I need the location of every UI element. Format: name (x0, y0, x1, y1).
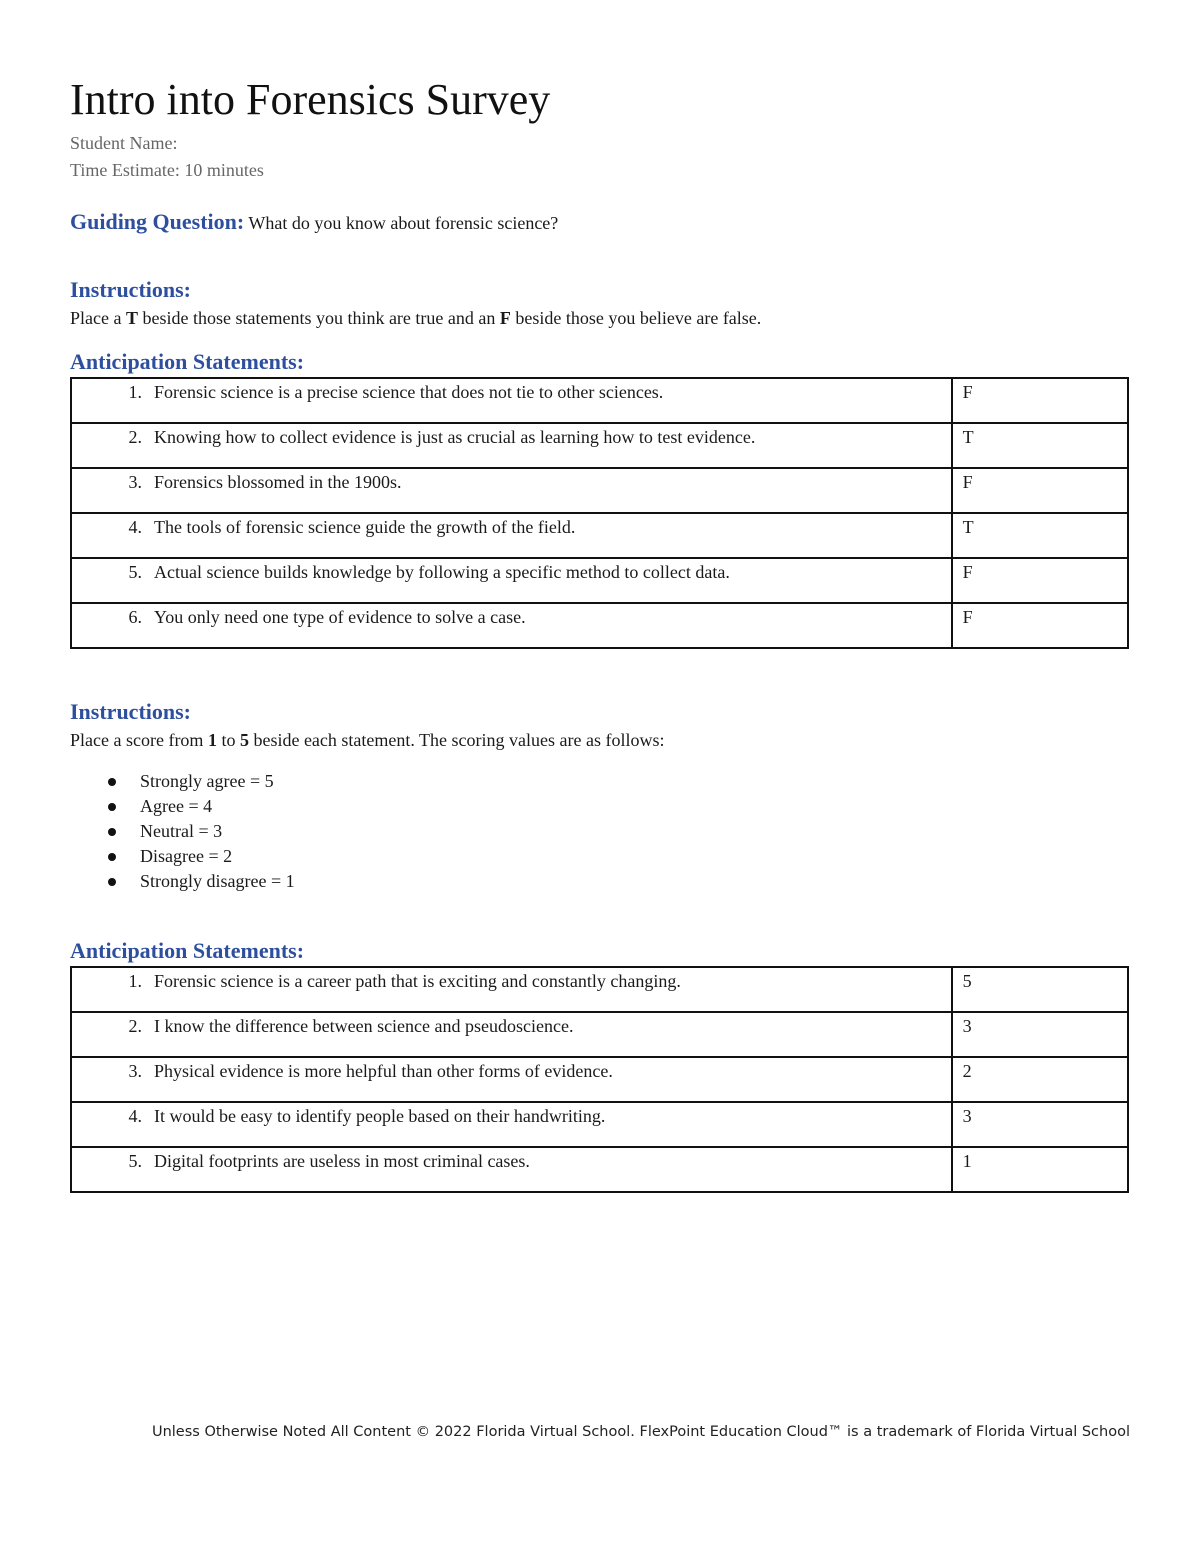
statement-text: It would be easy to identify people based on their handwriting. (154, 1106, 606, 1127)
statement-number: 4. (128, 1106, 142, 1127)
answer-cell[interactable]: F (952, 468, 1128, 513)
answer-cell[interactable]: F (952, 603, 1128, 648)
time-estimate: Time Estimate: 10 minutes (70, 160, 264, 181)
scale-item: Strongly disagree = 1 (70, 869, 1130, 894)
statement-text: Physical evidence is more helpful than other forms of evidence. (154, 1061, 613, 1082)
document-page (70, 70, 1130, 1193)
student-name-label: Student Name: (70, 133, 178, 154)
answer-cell[interactable]: 1 (952, 1147, 1128, 1192)
statement-cell (71, 513, 952, 558)
statement-text: Digital footprints are useless in most criminal cases. (154, 1151, 530, 1172)
answer-cell[interactable]: 2 (952, 1057, 1128, 1102)
answer-cell[interactable]: 3 (952, 1012, 1128, 1057)
statement-number: 3. (128, 1061, 142, 1082)
statement-cell (71, 603, 952, 648)
instructions-heading-1: Instructions: (70, 277, 192, 303)
instructions-heading-2: Instructions: (70, 699, 192, 725)
bullet-icon (108, 828, 116, 836)
instructions-text-1: Place a T beside those statements you think are true and an F beside those you believe are false. (70, 308, 762, 329)
statement-text: Knowing how to collect evidence is just as crucial as learning how to test evidence. (154, 427, 756, 448)
true-false-table (70, 377, 1129, 649)
statement-cell (71, 1147, 952, 1192)
scoring-table (70, 966, 1129, 1193)
table-row (71, 513, 1128, 558)
bullet-icon (108, 853, 116, 861)
scale-item: Strongly agree = 5 (70, 769, 1130, 794)
statement-text: I know the difference between science and pseudoscience. (154, 1016, 574, 1037)
statement-cell (71, 378, 952, 423)
statement-number: 2. (128, 427, 142, 448)
answer-cell[interactable]: T (952, 513, 1128, 558)
bullet-icon (108, 778, 116, 786)
statement-number: 3. (128, 472, 142, 493)
scale-item: Agree = 4 (70, 794, 1130, 819)
answer-cell[interactable]: T (952, 423, 1128, 468)
copyright-footer: Unless Otherwise Noted All Content © 2022 Florida Virtual School. FlexPoint Education Cloud™ is a trademark of Florida Virtual School (151, 1424, 1130, 1440)
guiding-question-label: Guiding Question: (70, 209, 245, 235)
statement-cell (71, 468, 952, 513)
statement-number: 4. (128, 517, 142, 538)
table-row (71, 1147, 1128, 1192)
statement-cell (71, 1102, 952, 1147)
bullet-icon (108, 878, 116, 886)
bullet-icon (108, 803, 116, 811)
answer-cell[interactable]: F (952, 558, 1128, 603)
statement-text: You only need one type of evidence to solve a case. (154, 607, 526, 628)
statement-cell (71, 558, 952, 603)
statement-cell (71, 423, 952, 468)
statement-text: Forensic science is a precise science that does not tie to other sciences. (154, 382, 664, 403)
guiding-question (70, 209, 1130, 235)
statement-text: Forensic science is a career path that is exciting and constantly changing. (154, 971, 681, 992)
table-row (71, 603, 1128, 648)
statement-number: 5. (128, 1151, 142, 1172)
table-row (71, 1012, 1128, 1057)
table-row (71, 967, 1128, 1012)
statement-number: 2. (128, 1016, 142, 1037)
statement-cell (71, 1057, 952, 1102)
table-row (71, 423, 1128, 468)
table-row (71, 1102, 1128, 1147)
statement-number: 5. (128, 562, 142, 583)
statement-cell (71, 967, 952, 1012)
statement-number: 6. (128, 607, 142, 628)
page-title: Intro into Forensics Survey (70, 75, 551, 124)
answer-cell[interactable]: 3 (952, 1102, 1128, 1147)
statement-text: Forensics blossomed in the 1900s. (154, 472, 402, 493)
table-row (71, 468, 1128, 513)
statement-number: 1. (128, 971, 142, 992)
scoring-scale-list (70, 769, 1130, 894)
scale-item: Disagree = 2 (70, 844, 1130, 869)
table-row (71, 1057, 1128, 1102)
instructions-text-2: Place a score from 1 to 5 beside each statement. The scoring values are as follows: (70, 730, 665, 751)
statement-number: 1. (128, 382, 142, 403)
anticipation-heading-2: Anticipation Statements: (70, 938, 305, 964)
statement-text: The tools of forensic science guide the growth of the field. (154, 517, 576, 538)
answer-cell[interactable]: F (952, 378, 1128, 423)
table-row (71, 558, 1128, 603)
statement-cell (71, 1012, 952, 1057)
guiding-question-text: What do you know about forensic science? (244, 213, 559, 234)
statement-text: Actual science builds knowledge by following a specific method to collect data. (154, 562, 730, 583)
answer-cell[interactable]: 5 (952, 967, 1128, 1012)
anticipation-heading-1: Anticipation Statements: (70, 349, 305, 375)
table-row (71, 378, 1128, 423)
scale-item: Neutral = 3 (70, 819, 1130, 844)
